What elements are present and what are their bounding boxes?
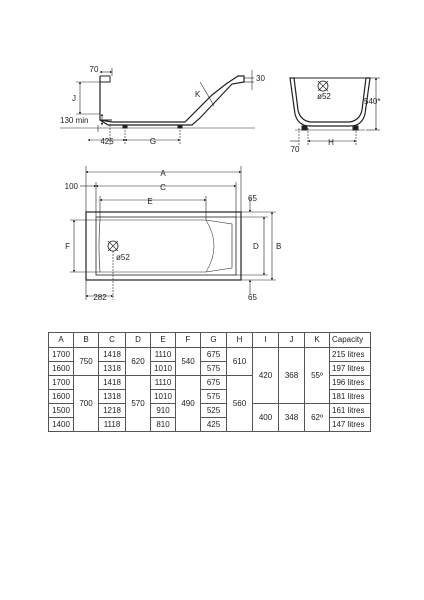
cell-capacity: 196 litres — [330, 376, 371, 390]
cell-k: 55º — [305, 348, 330, 404]
header-e: E — [151, 333, 176, 348]
header-j: J — [279, 333, 305, 348]
cell-g: 575 — [201, 390, 227, 404]
header-c: C — [99, 333, 126, 348]
plan-label-b: B — [276, 242, 282, 251]
plan-label-c: C — [160, 183, 166, 192]
cell-a: 1700 — [49, 376, 74, 390]
cell-a: 1500 — [49, 404, 74, 418]
cell-g: 675 — [201, 376, 227, 390]
plan-label-f: F — [65, 242, 70, 251]
cell-e: 1010 — [151, 390, 176, 404]
header-i: I — [253, 333, 279, 348]
header-d: D — [126, 333, 151, 348]
header-b: B — [74, 333, 99, 348]
cell-f: 540 — [176, 348, 201, 376]
header-g: G — [201, 333, 227, 348]
header-capacity: Capacity — [330, 333, 371, 348]
cell-g: 525 — [201, 404, 227, 418]
cell-d: 570 — [126, 376, 151, 432]
side-view — [60, 68, 255, 145]
side-label-j: J — [72, 94, 76, 103]
header-a: A — [49, 333, 74, 348]
cell-a: 1400 — [49, 418, 74, 432]
side-dim-130: 130 min — [60, 116, 89, 125]
table-header-row — [49, 333, 371, 348]
cell-c: 1418 — [99, 376, 126, 390]
cell-capacity: 197 litres — [330, 362, 371, 376]
plan-dim-65-bottom: 65 — [248, 293, 257, 302]
plan-drain-diameter: ø52 — [116, 253, 130, 262]
plan-label-e: E — [147, 197, 153, 206]
side-label-k: K — [195, 90, 201, 99]
cell-capacity: 161 litres — [330, 404, 371, 418]
header-k: K — [305, 333, 330, 348]
side-dim-425: 425 — [100, 137, 114, 146]
cell-c: 1318 — [99, 362, 126, 376]
cell-c: 1318 — [99, 390, 126, 404]
cell-a: 1700 — [49, 348, 74, 362]
cell-b: 700 — [74, 376, 99, 432]
cell-e: 1110 — [151, 348, 176, 362]
cell-e: 810 — [151, 418, 176, 432]
cell-c: 1218 — [99, 404, 126, 418]
cell-capacity: 215 litres — [330, 348, 371, 362]
cell-a: 1600 — [49, 390, 74, 404]
cell-b: 750 — [74, 348, 99, 376]
cell-g: 575 — [201, 362, 227, 376]
cell-capacity: 147 litres — [330, 418, 371, 432]
cell-e: 1110 — [151, 376, 176, 390]
header-f: F — [176, 333, 201, 348]
cell-e: 1010 — [151, 362, 176, 376]
specification-table — [48, 332, 371, 432]
cell-capacity: 181 litres — [330, 390, 371, 404]
cell-e: 910 — [151, 404, 176, 418]
table-row — [49, 348, 371, 362]
end-dim-70: 70 — [290, 145, 300, 154]
cell-a: 1600 — [49, 362, 74, 376]
end-drain-diameter: ø52 — [317, 92, 331, 101]
plan-dim-65-top: 65 — [248, 194, 257, 203]
cell-h: 560 — [227, 376, 253, 432]
cell-g: 425 — [201, 418, 227, 432]
cell-j: 368 — [279, 348, 305, 404]
plan-label-d: D — [253, 242, 259, 251]
plan-dim-282: 282 — [93, 293, 107, 302]
cell-c: 1418 — [99, 348, 126, 362]
plan-view — [70, 166, 276, 300]
cell-j: 348 — [279, 404, 305, 432]
header-h: H — [227, 333, 253, 348]
end-label-h: H — [328, 138, 334, 147]
cell-k: 62º — [305, 404, 330, 432]
cell-h: 610 — [227, 348, 253, 376]
cell-c: 1118 — [99, 418, 126, 432]
side-dim-70: 70 — [89, 65, 99, 74]
side-label-g: G — [149, 137, 157, 146]
plan-label-a: A — [160, 169, 166, 178]
cell-i: 420 — [253, 348, 279, 404]
cell-d: 620 — [126, 348, 151, 376]
cell-i: 400 — [253, 404, 279, 432]
cell-f: 490 — [176, 376, 201, 432]
plan-dim-100: 100 — [64, 182, 78, 191]
cell-g: 675 — [201, 348, 227, 362]
end-dim-540: 540* — [364, 97, 381, 106]
side-dim-30: 30 — [256, 74, 265, 83]
end-view — [290, 78, 380, 146]
